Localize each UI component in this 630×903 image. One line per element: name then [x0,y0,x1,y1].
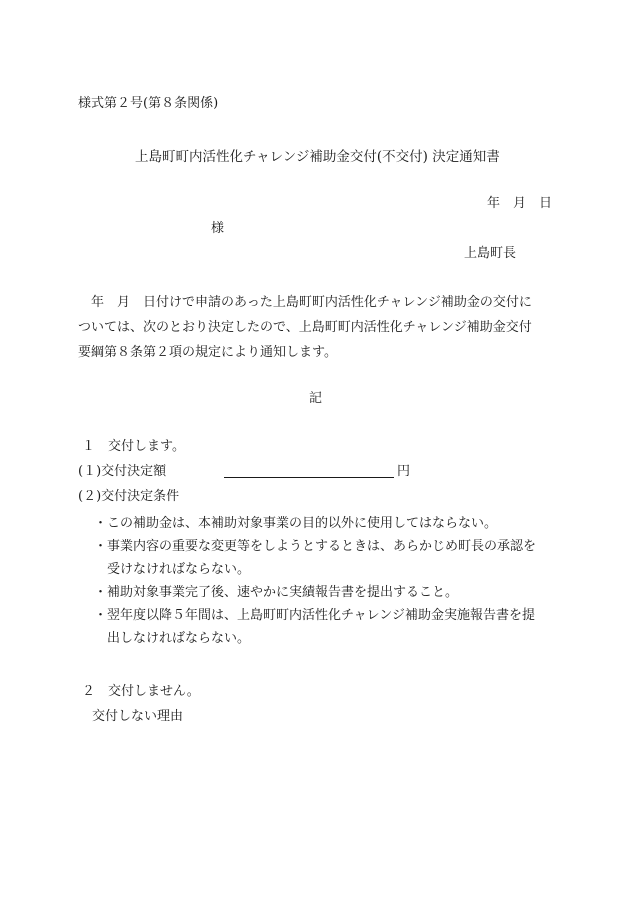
condition-3: ・補助対象事業完了後、速やかに実績報告書を提出すること。 [94,585,459,600]
conditions-list [94,512,564,650]
date-label: 年 月 日 [487,196,553,211]
form-number: 様式第２号(第８条関係) [78,96,219,111]
ki-marker: 記 [309,391,323,406]
recipient-suffix: 様 [211,221,225,236]
condition-4-continuation: 出しなければならない。 [107,631,251,646]
issuer: 上島町長 [464,246,517,261]
intro-line-1: 年 月 日付けで申請のあった上島町町内活性化チャレンジ補助金の交付に [78,295,532,310]
amount-label: (１)交付決定額 [78,464,167,479]
condition-4: ・翌年度以降５年間は、上島町町内活性化チャレンジ補助金実施報告書を提 [94,608,535,623]
section-1-heading: １ 交付します。 [82,439,185,454]
condition-2-continuation: 受けなければならない。 [107,562,251,577]
reason-label: 交付しない理由 [92,709,184,724]
conditions-label: (２)交付決定条件 [78,489,180,504]
intro-line-3: 要綱第８条第２項の規定により通知します。 [78,345,337,360]
document-title: 上島町町内活性化チャレンジ補助金交付(不交付) 決定通知書 [135,149,500,165]
amount-blank-line [224,476,394,478]
intro-line-2: ついては、次のとおり決定したので、上島町町内活性化チャレンジ補助金交付 [78,320,532,335]
condition-1: ・この補助金は、本補助対象事業の目的以外に使用してはならない。 [94,516,498,531]
condition-2: ・事業内容の重要な変更等をしようとするときは、あらかじめ町長の承認を [94,539,537,554]
section-2-heading: ２ 交付しません。 [82,684,200,699]
amount-unit: 円 [397,464,411,479]
intro-paragraph [78,290,558,365]
